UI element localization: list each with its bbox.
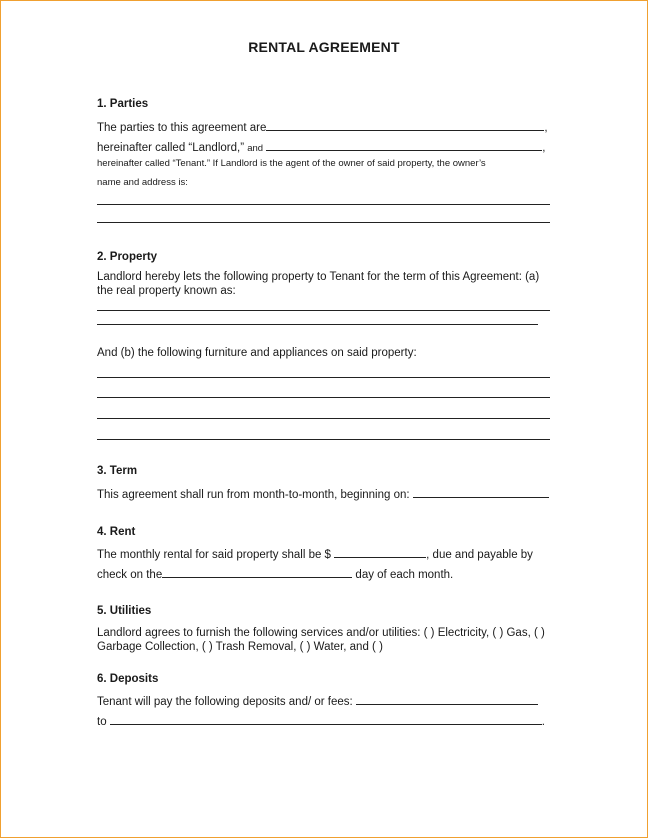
parties-line-2-text: hereinafter called “Landlord,” [97,142,245,154]
section-heading-property: 2. Property [97,251,158,263]
rent-line-1 [97,547,533,561]
rent-line-1-end: , due and payable by [426,549,533,561]
furniture-line-3[interactable] [97,418,550,419]
property-line-1: Landlord hereby lets the following property to Tenant for the term of this Agreement: (a) [97,271,540,283]
deposits-fees-blank[interactable] [356,694,538,705]
section-heading-deposits: 6. Deposits [97,673,159,685]
utilities-line-2: Garbage Collection, ( ) Trash Removal, ( ) Water, and ( ) [97,641,383,653]
deposits-line-2 [97,714,545,728]
parties-line-2-and: and [247,143,264,154]
rent-line-2-text: check on the [97,569,163,581]
deposits-line-1-text: Tenant will pay the following deposits and/ or fees: [97,696,353,708]
rent-line-2-end: day of each month. [355,569,454,581]
term-line-1-text: This agreement shall run from month-to-month, beginning on: [97,489,410,501]
deposits-line-2-text: to [97,716,107,728]
section-heading-rent: 4. Rent [97,526,136,538]
rent-amount-blank[interactable] [334,547,426,558]
utilities-line-1: Landlord agrees to furnish the following services and/or utilities: ( ) Electricity, ( ) Gas, ( ) [97,627,545,639]
deposits-line-1 [97,694,538,708]
section-heading-utilities: 5. Utilities [97,605,152,617]
owner-address-line-2[interactable] [97,222,550,223]
property-address-line-1[interactable] [97,310,550,311]
term-start-date-blank[interactable] [413,487,549,498]
section-heading-parties: 1. Parties [97,98,149,110]
parties-line-2 [97,140,546,154]
parties-blank-2[interactable] [266,140,542,151]
property-line-2: the real property known as: [97,285,236,297]
parties-line-3: hereinafter called “Tenant.” If Landlord is the agent of the owner of said property, the owner’s [97,158,486,169]
parties-line-1 [97,120,548,134]
parties-line-4: name and address is: [97,177,188,188]
furniture-line-2[interactable] [97,397,550,398]
deposits-line-2-end: . [541,716,545,728]
furniture-line-1[interactable] [97,377,550,378]
rent-line-1-text: The monthly rental for said property shall be $ [97,549,331,561]
owner-address-line-1[interactable] [97,204,550,205]
parties-line-1-text: The parties to this agreement are [97,122,267,134]
rent-line-2 [97,567,453,581]
property-line-3: And (b) the following furniture and appliances on said property: [97,347,417,359]
section-heading-term: 3. Term [97,465,138,477]
furniture-line-4[interactable] [97,439,550,440]
document-title: RENTAL AGREEMENT [248,39,400,55]
parties-line-2-end: , [542,142,546,154]
deposits-to-blank[interactable] [110,714,542,725]
parties-line-1-end: , [544,122,548,134]
property-address-line-2[interactable] [97,324,538,325]
rent-day-blank[interactable] [162,567,352,578]
term-line-1 [97,487,549,501]
parties-blank-1[interactable] [266,120,544,131]
